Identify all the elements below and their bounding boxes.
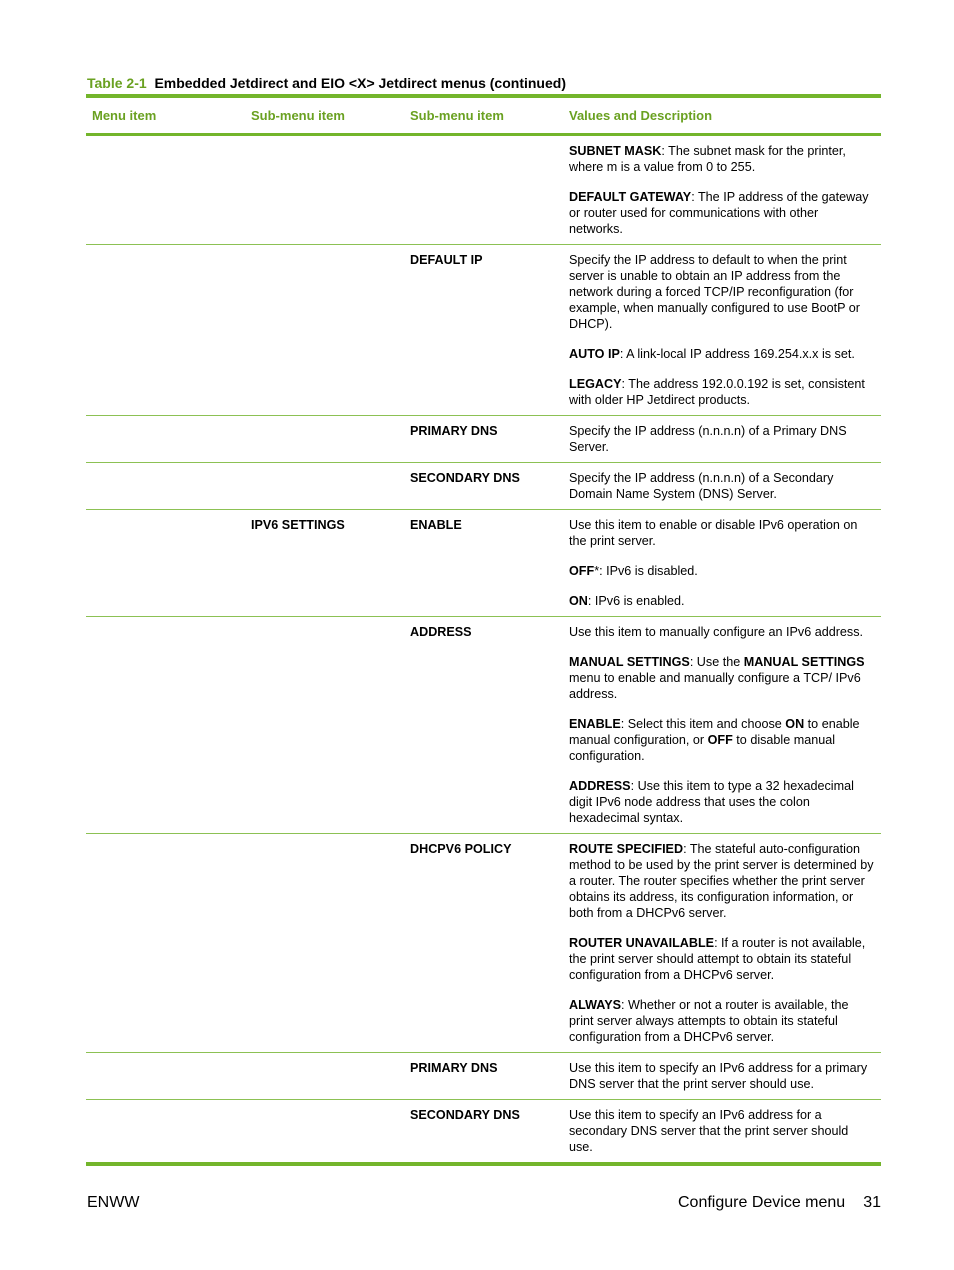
description-text: Specify the IP address (n.n.n.n) of a Primary DNS Server. [569,424,847,454]
sub-sub-menu-item-cell: PRIMARY DNS [404,1053,563,1100]
table-row [86,617,881,834]
description-paragraph [569,252,875,332]
sub-menu-item-cell [245,834,404,1053]
option-name: LEGACY [569,377,622,391]
menu-item-cell [86,834,245,1053]
option-name: OFF [569,564,595,578]
description-text: : The address 192.0.0.192 is set, consistent with older HP Jetdirect products. [569,377,865,407]
option-name: OFF [707,733,733,747]
description-paragraph [569,593,875,609]
table-row [86,245,881,416]
menu-item-cell [86,1053,245,1100]
values-description-cell [563,1100,881,1165]
sub-sub-menu-item-cell: DHCPV6 POLICY [404,834,563,1053]
sub-menu-item-cell [245,416,404,463]
description-paragraph [569,624,875,640]
description-paragraph [569,997,875,1045]
menu-item-cell [86,245,245,416]
header-menu-item: Menu item [86,96,245,135]
header-values-description: Values and Description [563,96,881,135]
description-text: Use this item to manually configure an IPv6 address. [569,625,863,639]
table-header-row [86,96,881,135]
table-row [86,1053,881,1100]
table-body [86,135,881,1165]
option-name: MANUAL SETTINGS [743,655,865,669]
description-paragraph [569,654,875,702]
description-paragraph [569,376,875,408]
table-row [86,463,881,510]
sub-menu-item-cell: IPV6 SETTINGS [245,510,404,617]
menu-item-cell [86,135,245,245]
sub-sub-menu-item-cell: PRIMARY DNS [404,416,563,463]
sub-menu-item-cell [245,1053,404,1100]
description-paragraph [569,517,875,549]
sub-sub-menu-item-cell: SECONDARY DNS [410,1108,520,1122]
menu-item-cell [86,617,245,834]
table-row [86,135,881,245]
values-description-cell [563,245,881,416]
sub-menu-item-cell [245,1100,404,1165]
values-description-cell [563,510,881,617]
values-description-cell [563,834,881,1053]
description-text: Use this item to specify an IPv6 address for a secondary DNS server that the print server should use. [569,1108,849,1154]
description-text: Use this item to specify an IPv6 address for a primary DNS server that the print server should use. [569,1061,868,1091]
sub-menu-item-cell [245,245,404,416]
description-paragraph [569,423,875,455]
option-name: MANUAL SETTINGS [569,655,690,669]
footer-left: ENWW [87,1194,140,1211]
description-text: : Use the [689,655,744,669]
option-name: ROUTER UNAVAILABLE [569,936,715,950]
sub-sub-menu-item-cell: DEFAULT IP [404,245,563,416]
header-sub-menu-item-2: Sub-menu item [404,96,563,135]
option-name: ON [785,717,805,731]
description-paragraph [569,346,875,362]
menu-item-cell [86,510,245,617]
option-name: ENABLE [569,717,621,731]
menu-item-cell [86,463,245,510]
description-text: : The IP address of the gateway or router used for communications with other networks. [569,190,869,236]
sub-sub-menu-item-cell: ADDRESS [404,617,563,834]
table-number: Table 2-1 [87,75,147,91]
sub-menu-item-cell [245,135,404,245]
description-paragraph [569,1107,875,1155]
sub-sub-menu-item-cell: SECONDARY DNS [404,463,563,510]
description-text: : Use this item to type a 32 hexadecimal digit IPv6 node address that uses the colon hexadecimal syntax. [569,779,854,825]
description-paragraph [569,1060,875,1092]
description-text: : If a router is not available, the print server should attempt to obtain its stateful configuration from a DHCPv6 server. [569,936,866,982]
description-text: : Whether or not a router is available, the print server always attempts to obtain its stateful configuration from a DHCPv6 server. [569,998,849,1044]
footer-right [678,1193,881,1213]
sub-sub-menu-item-cell [404,135,563,245]
table-title: Embedded Jetdirect and EIO <X> Jetdirect menus (continued) [154,75,566,91]
description-paragraph [569,189,875,237]
values-description-cell [563,1053,881,1100]
option-name: ON [569,594,588,608]
table-row [86,510,881,617]
description-text: to disable manual configuration. [569,733,836,763]
table-row [86,1100,881,1165]
description-text: *: IPv6 is disabled. [594,564,698,578]
page-number: 31 [863,1194,881,1211]
footer-section-title: Configure Device menu [678,1194,846,1211]
sub-menu-item-cell [245,463,404,510]
table-row [86,834,881,1053]
description-paragraph [569,716,875,764]
description-text: : The subnet mask for the printer, where m is a value from 0 to 255. [569,144,846,174]
description-paragraph [569,470,875,502]
description-text: : Select this item and choose [620,717,786,731]
sub-sub-menu-item-cell: ENABLE [404,510,563,617]
description-paragraph [569,143,875,175]
description-text: : A link-local IP address 169.254.x.x is set. [619,347,855,361]
table-row [86,416,881,463]
description-text: Use this item to enable or disable IPv6 operation on the print server. [569,518,858,548]
description-text: menu to enable and manually configure a TCP/ IPv6 address. [569,671,861,701]
option-name: ROUTE SPECIFIED [569,842,684,856]
sub-menu-item-cell [245,617,404,834]
menu-item-cell [86,1100,245,1165]
jetdirect-menu-table [86,94,881,1166]
table-caption [87,74,881,92]
description-text: Specify the IP address to default to when the print server is unable to obtain an IP address from the network during a forced TCP/IP reconfiguration (for example, when manually configured to use BootP or DHCP). [569,253,860,331]
description-text: : The stateful auto-configuration method to be used by the print server is determined by a router. The router specifies whether the print server obtains its address, its configuration information, or both from a DHCPv6 server. [569,842,874,920]
values-description-cell [563,617,881,834]
description-paragraph [569,563,875,579]
description-paragraph [569,935,875,983]
option-name: ADDRESS [569,779,631,793]
values-description-cell [563,135,881,245]
description-paragraph [569,778,875,826]
option-name: ALWAYS [569,998,622,1012]
option-name: AUTO IP [569,347,620,361]
values-description-cell [563,463,881,510]
values-description-cell [563,416,881,463]
description-paragraph [569,841,875,921]
option-name: SUBNET MASK [569,144,662,158]
menu-item-cell [86,416,245,463]
description-text: to enable manual configuration, or [569,717,860,747]
header-sub-menu-item-1: Sub-menu item [245,96,404,135]
description-text: : IPv6 is enabled. [587,594,685,608]
option-name: DEFAULT GATEWAY [569,190,692,204]
description-text: Specify the IP address (n.n.n.n) of a Secondary Domain Name System (DNS) Server. [569,471,834,501]
